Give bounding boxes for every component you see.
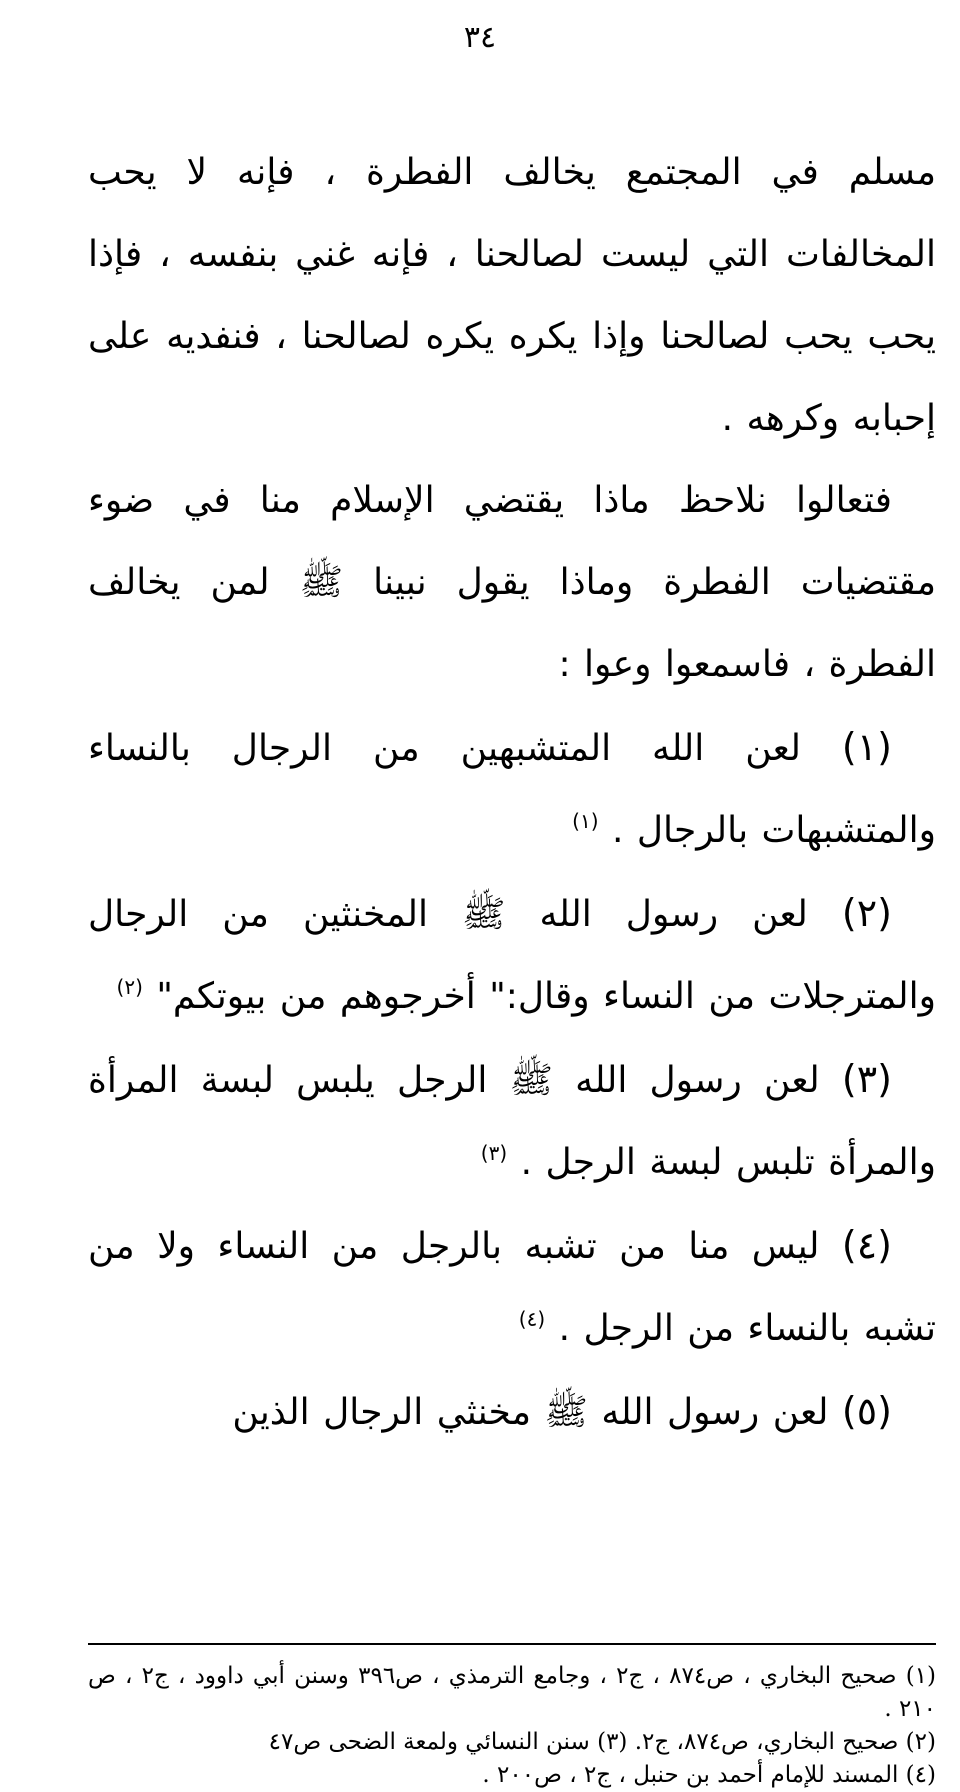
hadith-item <box>88 706 936 872</box>
hadith-item <box>88 872 936 1038</box>
footnote: (٤) المسند للإمام أحمد بن حنبل ، ج٢ ، ص٢٠٠ . <box>482 1762 936 1788</box>
item-number: (٤) <box>841 1223 892 1267</box>
item-number: (٢) <box>841 891 892 935</box>
hadith-text: لعن رسول الله ﷺ الرجل يلبس لبسة المرأة والمرأة تلبس لبسة الرجل . <box>88 1060 936 1183</box>
footnote-ref: (٢) <box>116 975 143 999</box>
item-number: (٥) <box>841 1389 892 1433</box>
hadith-item <box>88 1370 936 1454</box>
footnote-ref: (١) <box>572 809 599 833</box>
item-number: (١) <box>841 725 892 769</box>
paragraph: مسلم في المجتمع يخالف الفطرة ، فإنه لا يحب المخالفات التي ليست لصالحنا ، فإنه غني بنفسه ، فإذا يحب يحب لصالحنا وإذا يكره يكره لصالحنا ، فنفديه على إحبابه وكرهه . <box>88 152 936 439</box>
footnote: (٢) صحيح البخاري، ص٨٧٤، ج٢. (٣) سنن النسائي ولمعة الضحى ص٤٧ <box>268 1729 936 1755</box>
hadith-text: ليس منا من تشبه بالرجل من النساء ولا من تشبه بالنساء من الرجل . <box>88 1226 936 1349</box>
footnote-ref: (٣) <box>480 1141 508 1165</box>
item-number: (٣) <box>841 1057 892 1101</box>
hadith-item <box>88 1204 936 1370</box>
main-text <box>88 132 936 1454</box>
hadith-text: لعن رسول الله ﷺ المخنثين من الرجال والمترجلات من النساء وقال:" أخرجوهم من بيوتكم" <box>88 894 936 1017</box>
footnotes <box>88 1660 936 1792</box>
page-number: ٣٤ <box>463 20 497 55</box>
footnote-divider <box>88 1643 936 1645</box>
footnote-ref: (٤) <box>518 1307 546 1331</box>
hadith-text: لعن الله المتشبهين من الرجال بالنساء والمتشبهات بالرجال . <box>88 728 936 851</box>
hadith-item <box>88 1038 936 1204</box>
hadith-text: لعن رسول الله ﷺ مخنثي الرجال الذين <box>232 1392 829 1433</box>
paragraph: فتعالوا نلاحظ ماذا يقتضي الإسلام منا في ضوء مقتضيات الفطرة وماذا يقول نبينا ﷺ لمن يخالف الفطرة ، فاسمعوا وعوا : <box>88 480 936 685</box>
footnote: (١) صحيح البخاري ، ص٨٧٤ ، ج٢ ، وجامع الترمذي ، ص٣٩٦ وسنن أبي داوود ، ج٢ ، ص ٢١٠ . <box>88 1663 937 1722</box>
